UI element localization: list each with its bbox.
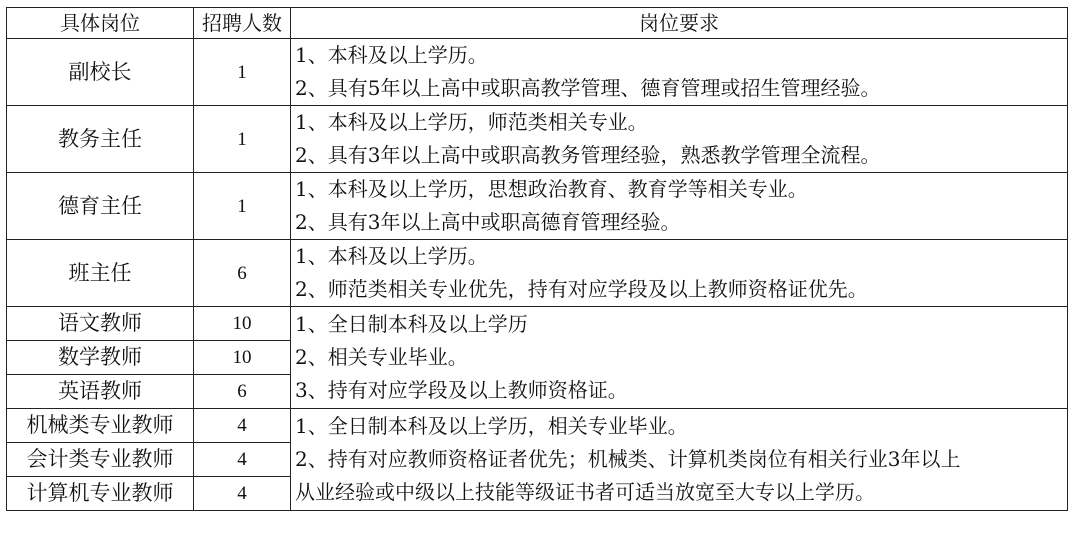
requirement-line: 2、具有5年以上高中或职高教学管理、德育管理或招生管理经验。 — [295, 76, 881, 100]
count-cell: 1 — [194, 106, 291, 173]
requirements-cell — [291, 106, 1068, 173]
position-cell: 德育主任 — [7, 173, 194, 240]
requirement-line: 从业经验或中级以上技能等级证书者可适当放宽至大专以上学历。 — [295, 480, 875, 504]
table-row — [7, 39, 1068, 106]
requirement-line: 1、本科及以上学历，思想政治教育、教育学等相关专业。 — [295, 177, 808, 201]
requirement-line: 2、师范类相关专业优先，持有对应学段及以上教师资格证优先。 — [295, 277, 868, 301]
count-cell: 4 — [194, 409, 291, 443]
recruitment-table — [6, 7, 1068, 511]
header-position: 具体岗位 — [7, 8, 194, 39]
count-cell: 10 — [194, 341, 291, 375]
count-cell: 10 — [194, 307, 291, 341]
position-cell: 数学教师 — [7, 341, 194, 375]
requirement-line: 1、全日制本科及以上学历，相关专业毕业。 — [295, 414, 688, 438]
requirements-cell — [291, 240, 1068, 307]
requirement-line: 2、持有对应教师资格证者优先；机械类、计算机类岗位有相关行业3年以上 — [295, 447, 961, 471]
requirement-line: 2、具有3年以上高中或职高教务管理经验，熟悉教学管理全流程。 — [295, 143, 881, 167]
table-header-row — [7, 8, 1068, 39]
header-count: 招聘人数 — [194, 8, 291, 39]
position-cell: 语文教师 — [7, 307, 194, 341]
count-cell: 4 — [194, 443, 291, 477]
requirements-cell — [291, 173, 1068, 240]
count-cell: 4 — [194, 477, 291, 511]
requirement-line: 1、本科及以上学历。 — [295, 244, 488, 268]
position-cell: 班主任 — [7, 240, 194, 307]
position-cell: 会计类专业教师 — [7, 443, 194, 477]
recruitment-table-container — [6, 7, 1068, 511]
position-cell: 副校长 — [7, 39, 194, 106]
requirement-line: 1、全日制本科及以上学历 — [295, 312, 528, 336]
table-row — [7, 307, 1068, 341]
requirements-cell — [291, 307, 1068, 409]
requirement-line: 3、持有对应学段及以上教师资格证。 — [295, 378, 628, 402]
position-cell: 计算机专业教师 — [7, 477, 194, 511]
table-row — [7, 240, 1068, 307]
table-row — [7, 106, 1068, 173]
count-cell: 6 — [194, 240, 291, 307]
header-requirements: 岗位要求 — [291, 8, 1068, 39]
table-row — [7, 173, 1068, 240]
requirements-cell — [291, 39, 1068, 106]
count-cell: 1 — [194, 39, 291, 106]
count-cell: 1 — [194, 173, 291, 240]
requirement-line: 1、本科及以上学历，师范类相关专业。 — [295, 110, 648, 134]
position-cell: 机械类专业教师 — [7, 409, 194, 443]
requirements-cell — [291, 409, 1068, 511]
requirement-line: 2、相关专业毕业。 — [295, 345, 468, 369]
count-cell: 6 — [194, 375, 291, 409]
requirement-line: 1、本科及以上学历。 — [295, 43, 488, 67]
position-cell: 英语教师 — [7, 375, 194, 409]
table-row — [7, 409, 1068, 443]
position-cell: 教务主任 — [7, 106, 194, 173]
requirement-line: 2、具有3年以上高中或职高德育管理经验。 — [295, 210, 681, 234]
